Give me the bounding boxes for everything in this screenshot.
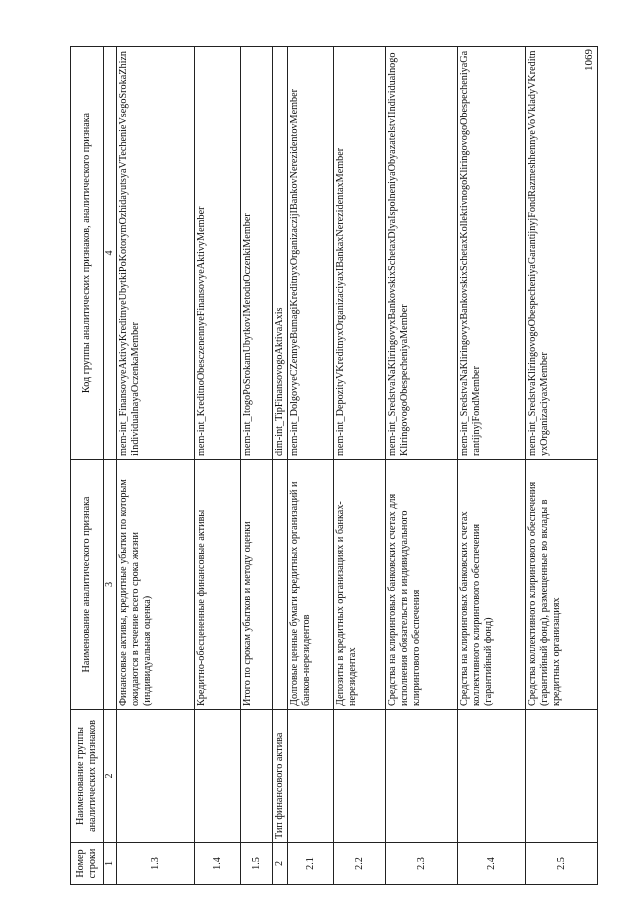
row-code: mem-int_SredstvaNaKliringovyxBankovskixSchetaxKollektivnogoKliringovogoObespecheniyaGarantijnyjFondMember	[458, 47, 526, 460]
row-group	[241, 710, 273, 843]
table-row	[334, 47, 386, 885]
table-row	[241, 47, 273, 885]
table-row	[195, 47, 241, 885]
row-group: Тип финансового актива	[273, 710, 288, 843]
row-feature-name: Долговые ценные бумаги кредитных организаций и банков-нерезидентов	[288, 460, 334, 710]
row-group	[117, 710, 195, 843]
row-feature-name: Депозиты в кредитных организациях и банках-нерезидентах	[334, 460, 386, 710]
table-row	[526, 47, 598, 885]
row-code: mem-int_DepozityVKreditnyxOrganizaciyaxIBankaxNerezidentaxMember	[334, 47, 386, 460]
table-row	[386, 47, 458, 885]
row-number: 2.3	[386, 843, 458, 885]
row-code: mem-int_FinansovyeAktivyKreditnyeUbytkiPoKotorymOzhidayutsyaVTechenieVsegoSrokaZhizniIndividualnayaOczenkaMember	[117, 47, 195, 460]
rotated-table-container	[70, 47, 575, 885]
row-group	[288, 710, 334, 843]
row-group	[458, 710, 526, 843]
row-feature-name: Средства коллективного клирингового обеспечения (гарантийный фонд), размещенные во вклады в кредитных организациях	[526, 460, 598, 710]
row-number: 2.1	[288, 843, 334, 885]
header-code: Код группы аналитических признаков, аналитического признака	[71, 47, 104, 460]
table-row	[273, 47, 288, 885]
column-number: 3	[104, 460, 117, 710]
column-number: 1	[104, 843, 117, 885]
row-number: 1.5	[241, 843, 273, 885]
column-number: 2	[104, 710, 117, 843]
header-group-name: Наименование группы аналитических признаков	[71, 710, 104, 843]
row-code: dim-int_TipFinansovogoAktivaAxis	[273, 47, 288, 460]
table-row	[117, 47, 195, 885]
table-header-row	[71, 47, 104, 885]
row-number: 2	[273, 843, 288, 885]
row-number: 2.5	[526, 843, 598, 885]
row-feature-name: Средства на клиринговых банковских счетах коллективного клирингового обеспечения (гарантийный фонд)	[458, 460, 526, 710]
analytic-features-table	[70, 46, 598, 885]
row-feature-name: Кредитно-обесцененные финансовые активы	[195, 460, 241, 710]
row-code: mem-int_SredstvaKliringovogoObespecheniyaGarantijnyjFondRazmeshhennyeVoVkladyVKreditnyxOrganizaciyaxMember	[526, 47, 598, 460]
row-code: mem-int_KreditnoObesczenennyeFinansovyeAktivyMember	[195, 47, 241, 460]
row-code: mem-int_SredstvaNaKliringovyxBankovskixSchetaxDlyaIspolneniyaObyazatelstvIIndividualnogoKliringovogoObespecheniyaMember	[386, 47, 458, 460]
page-number: 1069	[583, 49, 595, 71]
row-number: 1.4	[195, 843, 241, 885]
row-group	[526, 710, 598, 843]
row-number: 2.2	[334, 843, 386, 885]
row-code: mem-int_ItogoPoSrokamUbytkovIMetoduOczenkiMember	[241, 47, 273, 460]
row-feature-name: Средства на клиринговых банковских счетах для исполнения обязательств и индивидуального клирингового обеспечения	[386, 460, 458, 710]
row-feature-name: Финансовые активы, кредитные убытки по которым ожидаются в течение всего срока жизни (индивидуальная оценка)	[117, 460, 195, 710]
column-number: 4	[104, 47, 117, 460]
row-feature-name: Итого по срокам убытков и методу оценки	[241, 460, 273, 710]
table-row	[288, 47, 334, 885]
row-group	[195, 710, 241, 843]
row-number: 2.4	[458, 843, 526, 885]
header-feature-name: Наименование аналитического признака	[71, 460, 104, 710]
row-code: mem-int_DolgovyeCZennyeBumagiKreditnyxOrganizaczijIBankovNerezidentovMember	[288, 47, 334, 460]
header-row-number: Номер строки	[71, 843, 104, 885]
table-row	[458, 47, 526, 885]
column-number-row	[104, 47, 117, 885]
row-group	[334, 710, 386, 843]
row-group	[386, 710, 458, 843]
row-number: 1.3	[117, 843, 195, 885]
row-feature-name	[273, 460, 288, 710]
